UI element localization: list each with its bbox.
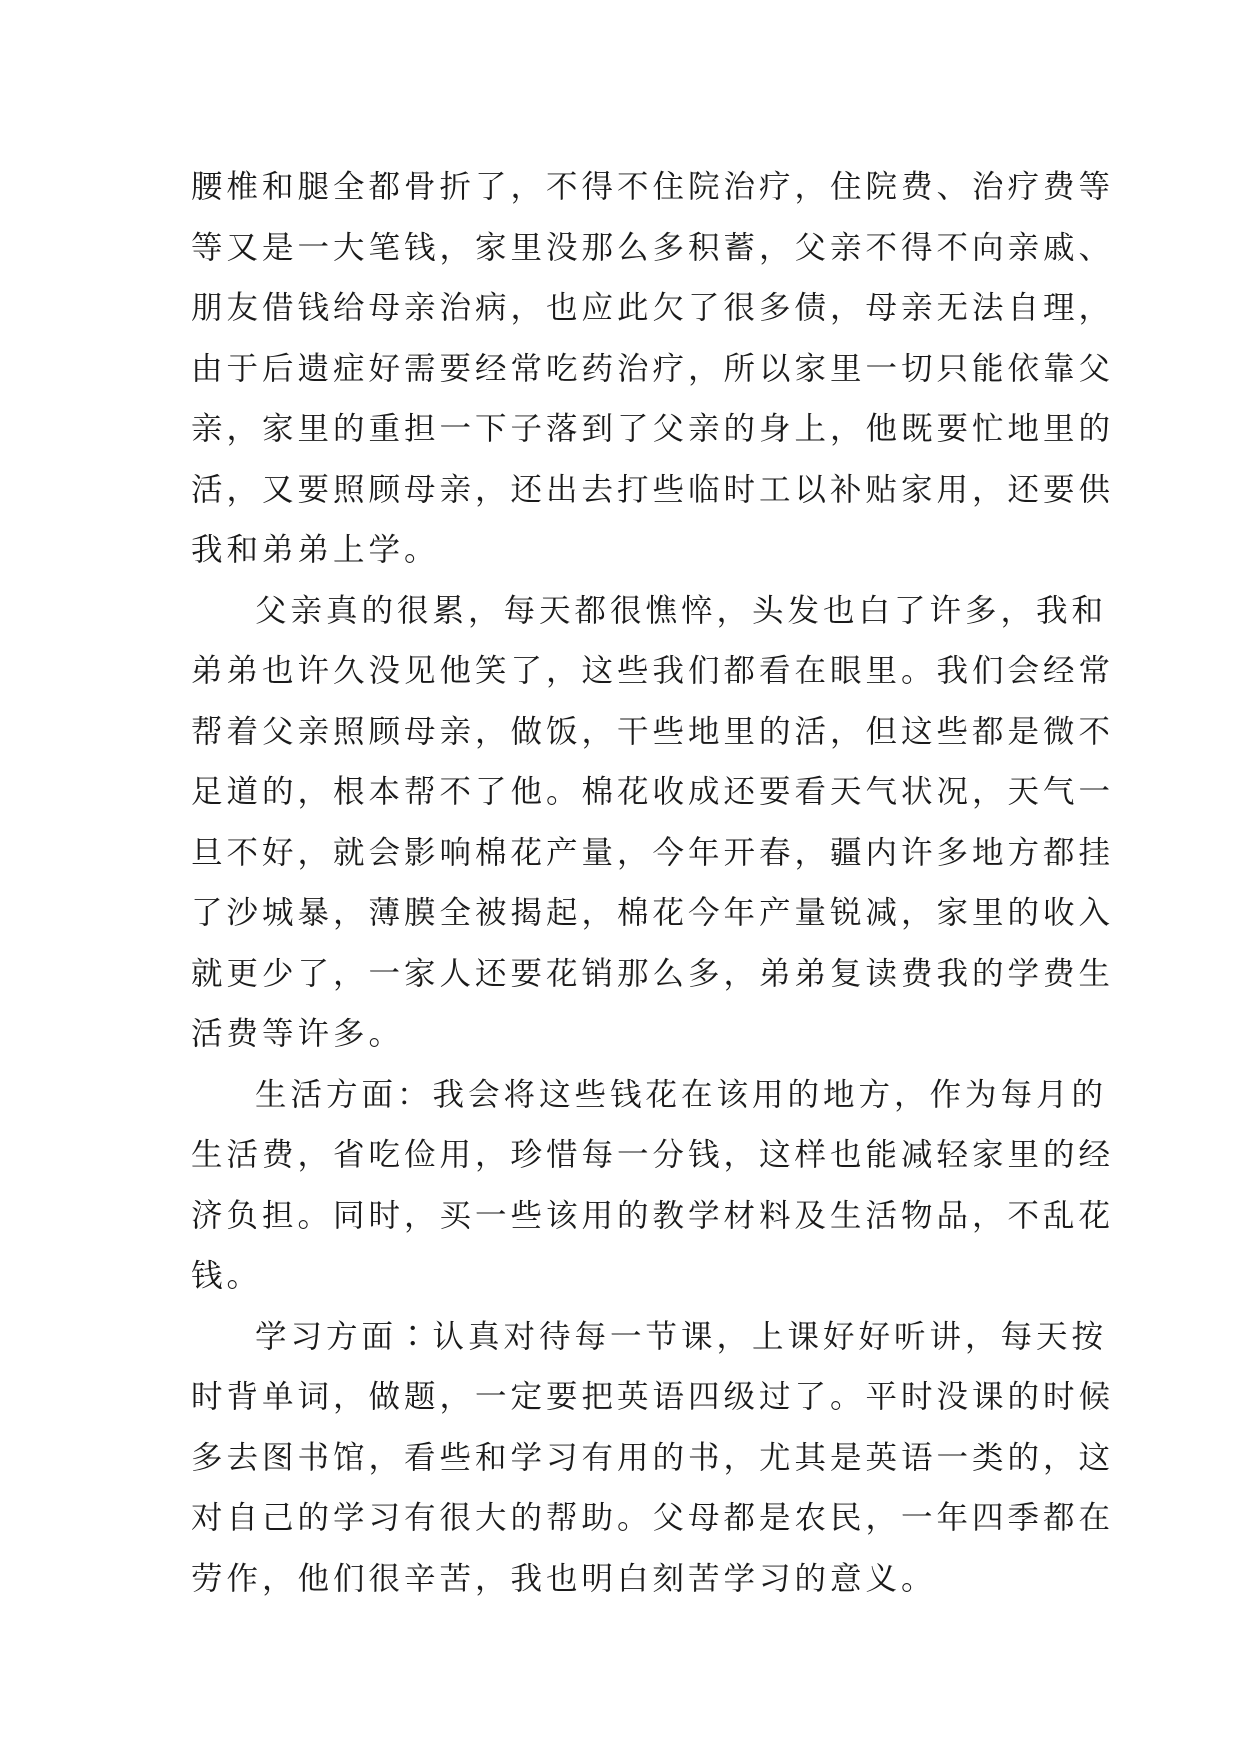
text-line: 朋友借钱给母亲治病，也应此欠了很多债，母亲无法自理， <box>191 290 1115 326</box>
text-line: 就更少了，一家人还要花销那么多，弟弟复读费我的学费生 <box>191 955 1115 992</box>
text-line: 我和弟弟上学。 <box>191 532 440 568</box>
text-line: 父亲真的很累，每天都很憔悴，头发也白了许多，我和 <box>255 592 1108 629</box>
text-line: 劳作，他们很辛苦，我也明白刻苦学习的意义。 <box>191 1560 937 1597</box>
text-line: 济负担。同时，买一些该用的教学材料及生活物品，不乱花 <box>191 1197 1115 1234</box>
paragraph-2 <box>191 581 1115 1065</box>
body-text <box>191 157 1115 1609</box>
text-line: 学习方面∶认真对待每一节课，上课好好听讲，每天按 <box>255 1318 1108 1355</box>
text-line: 活，又要照顾母亲，还出去打些临时工以补贴家用，还要供 <box>191 471 1115 508</box>
paragraph-3 <box>191 1065 1115 1307</box>
paragraph-4 <box>191 1307 1115 1610</box>
paragraph-1 <box>191 157 1115 581</box>
text-line: 腰椎和腿全都骨折了，不得不住院治疗，住院费、治疗费等 <box>191 169 1115 205</box>
text-line: 活费等许多。 <box>191 1016 405 1052</box>
text-line: 了沙城暴，薄膜全被揭起，棉花今年产量锐减，家里的收入 <box>191 895 1115 931</box>
text-line: 生活费，省吃俭用，珍惜每一分钱，这样也能减轻家里的经 <box>191 1137 1115 1173</box>
text-line: 时背单词，做题，一定要把英语四级过了。平时没课的时候 <box>191 1379 1115 1415</box>
text-line: 弟弟也许久没见他笑了，这些我们都看在眼里。我们会经常 <box>191 653 1115 689</box>
text-line: 旦不好，就会影响棉花产量，今年开春，疆内许多地方都挂 <box>191 834 1115 871</box>
text-line: 钱。 <box>191 1258 263 1294</box>
text-line: 由于后遗症好需要经常吃药治疗，所以家里一切只能依靠父 <box>191 350 1115 387</box>
text-line: 生活方面：我会将这些钱花在该用的地方，作为每月的 <box>255 1076 1108 1113</box>
text-line: 足道的，根本帮不了他。棉花收成还要看天气状况，天气一 <box>191 774 1115 810</box>
text-line: 帮着父亲照顾母亲，做饭，干些地里的活，但这些都是微不 <box>191 713 1115 750</box>
text-line: 等又是一大笔钱，家里没那么多积蓄，父亲不得不向亲戚、 <box>191 229 1115 266</box>
text-line: 对自己的学习有很大的帮助。父母都是农民，一年四季都在 <box>191 1500 1115 1536</box>
text-line: 多去图书馆，看些和学习有用的书，尤其是英语一类的，这 <box>191 1439 1115 1476</box>
text-line: 亲，家里的重担一下子落到了父亲的身上，他既要忙地里的 <box>191 411 1115 447</box>
